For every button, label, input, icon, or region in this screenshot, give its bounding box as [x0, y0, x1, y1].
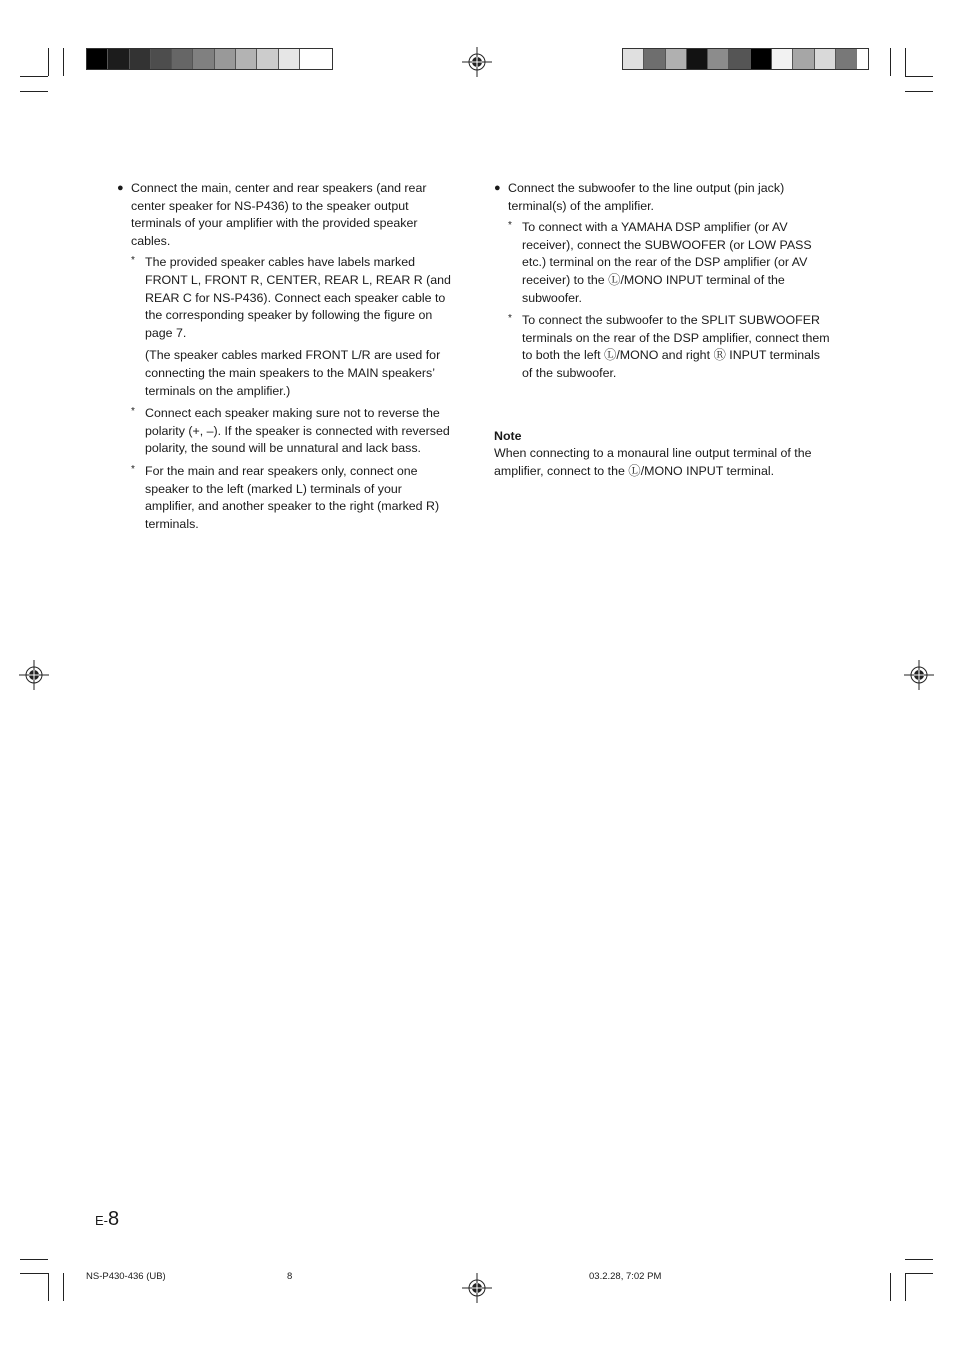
color-calibration-bar-right — [622, 48, 869, 70]
asterisk-icon: * — [131, 255, 135, 267]
note-title: Note — [494, 428, 522, 443]
color-swatch — [279, 49, 300, 69]
color-swatch — [751, 49, 772, 69]
note-text: To connect with a YAMAHA DSP amplifier (or AV receiver), connect the SUBWOOFER (or LOW PASS etc.) terminal on the rear of the DSP amplifier (or AV receiver) to the Ⓛ/MONO INPUT terminal of the subwoofer. — [522, 220, 812, 305]
registration-mark-top-icon — [462, 47, 492, 77]
color-swatch — [729, 49, 750, 69]
note-item — [131, 254, 453, 342]
note-item — [131, 463, 453, 533]
page-number — [95, 1208, 119, 1231]
note-text: To connect the subwoofer to the SPLIT SUBWOOFER terminals on the rear of the DSP amplifier, connect them to both the left Ⓛ/MONO and right Ⓡ INPUT terminals of the subwoofer. — [522, 313, 830, 380]
color-swatch — [623, 49, 644, 69]
color-swatch — [300, 49, 321, 69]
color-swatch — [151, 49, 172, 69]
note-box — [494, 428, 832, 481]
color-swatch — [644, 49, 665, 69]
registration-mark-left-icon — [19, 660, 49, 690]
color-swatch — [87, 49, 108, 69]
asterisk-icon: * — [131, 463, 135, 475]
page-number-value: 8 — [108, 1208, 120, 1230]
left-column — [117, 180, 453, 538]
subwoofer-connection-bullet — [494, 180, 832, 215]
bullet-text: Connect the subwoofer to the line output (pin jack) terminal(s) of the amplifier. — [508, 181, 785, 213]
speaker-connection-bullet — [117, 180, 453, 250]
color-swatch — [257, 49, 278, 69]
right-column — [494, 180, 832, 480]
bullet-icon: ● — [117, 182, 124, 194]
color-swatch — [793, 49, 814, 69]
color-calibration-bar-left — [86, 48, 333, 70]
note-item — [508, 219, 832, 307]
color-swatch — [215, 49, 236, 69]
bullet-text: Connect the main, center and rear speakers (and rear center speaker for NS-P436) to the speaker output terminals of your amplifier with the provided speaker cables. — [131, 181, 427, 248]
color-swatch — [108, 49, 129, 69]
color-swatch — [193, 49, 214, 69]
color-swatch — [687, 49, 708, 69]
note-text: For the main and rear speakers only, connect one speaker to the left (marked L) terminals of your amplifier, and another speaker to the right (marked R) terminals. — [145, 463, 440, 531]
asterisk-icon: * — [508, 313, 512, 325]
footer-file-name: NS-P430-436 (UB) — [86, 1271, 166, 1282]
note-item — [131, 405, 453, 458]
footer-page: 8 — [287, 1271, 293, 1282]
bullet-icon: ● — [494, 182, 501, 194]
color-swatch — [130, 49, 151, 69]
note-continuation: (The speaker cables marked FRONT L/R are used for connecting the main speakers to the MAIN speakers’ terminals on the amplifier.) — [145, 348, 441, 398]
note-text: Connect each speaker making sure not to reverse the polarity (+, –). If the speaker is connected with reversed polarity, the sound will be unnatural and lack bass. — [145, 406, 450, 456]
color-swatch — [236, 49, 257, 69]
asterisk-icon: * — [508, 220, 512, 232]
page-number-prefix: E- — [95, 1213, 108, 1228]
note-item — [508, 312, 832, 382]
color-swatch — [172, 49, 193, 69]
color-swatch — [666, 49, 687, 69]
note-text: The provided speaker cables have labels marked FRONT L, FRONT R, CENTER, REAR L, REAR R (and REAR C for NS-P436). Connect each speaker cable to the corresponding speaker by following the figure on page 7. — [145, 255, 451, 340]
footer-timestamp: 03.2.28, 7:02 PM — [589, 1271, 662, 1282]
registration-mark-bottom-icon — [462, 1273, 492, 1303]
color-swatch — [815, 49, 836, 69]
color-swatch — [836, 49, 857, 69]
color-swatch — [708, 49, 729, 69]
color-swatch — [772, 49, 793, 69]
note-body: When connecting to a monaural line output terminal of the amplifier, connect to the Ⓛ/MONO INPUT terminal. — [494, 446, 812, 478]
registration-mark-right-icon — [904, 660, 934, 690]
asterisk-icon: * — [131, 406, 135, 418]
